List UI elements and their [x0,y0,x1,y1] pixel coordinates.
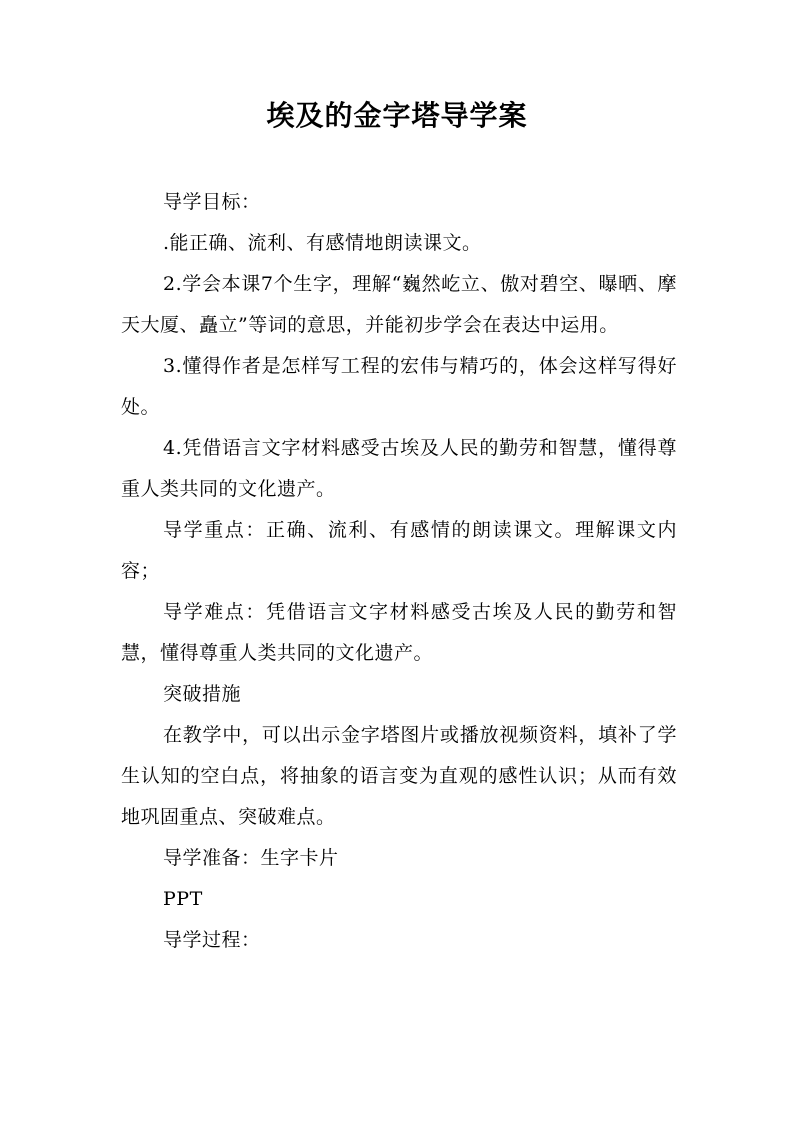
paragraph-key-points: 导学重点：正确、流利、有感情的朗读课文。理解课文内容； [121,519,677,582]
paragraph-measures: 在教学中，可以出示金字塔图片或播放视频资料，填补了学生认知的空白点，将抽象的语言变为直观的感性认识；从而有效地巩固重点、突破难点。 [121,724,677,828]
paragraph-measures-heading: 突破措施 [163,683,242,705]
paragraph-objective-3: 3.懂得作者是怎样写工程的宏伟与精巧的，体会这样写得好处。 [121,355,677,418]
paragraph-objective-2: 2.学会本课7个生字，理解“巍然屹立、傲对碧空、曝晒、摩天大厦、矗立”等词的意思，并能初步学会在表达中运用。 [121,273,677,336]
paragraph-process-heading: 导学过程： [163,929,261,951]
paragraph-objective-1: .能正确、流利、有感情地朗读课文。 [163,232,482,254]
paragraph-preparation: 导学准备：生字卡片 [163,847,339,869]
document-title: 埃及的金字塔导学案 [266,99,528,132]
document-body [121,182,677,961]
paragraph-objective-4: 4.凭借语言文字材料感受古埃及人民的勤劳和智慧，懂得尊重人类共同的文化遗产。 [121,437,677,500]
paragraph-difficult-points: 导学难点：凭借语言文字材料感受古埃及人民的勤劳和智慧，懂得尊重人类共同的文化遗产。 [121,601,677,664]
paragraph-ppt: PPT [163,888,203,910]
paragraph-objectives-heading: 导学目标： [163,191,261,213]
